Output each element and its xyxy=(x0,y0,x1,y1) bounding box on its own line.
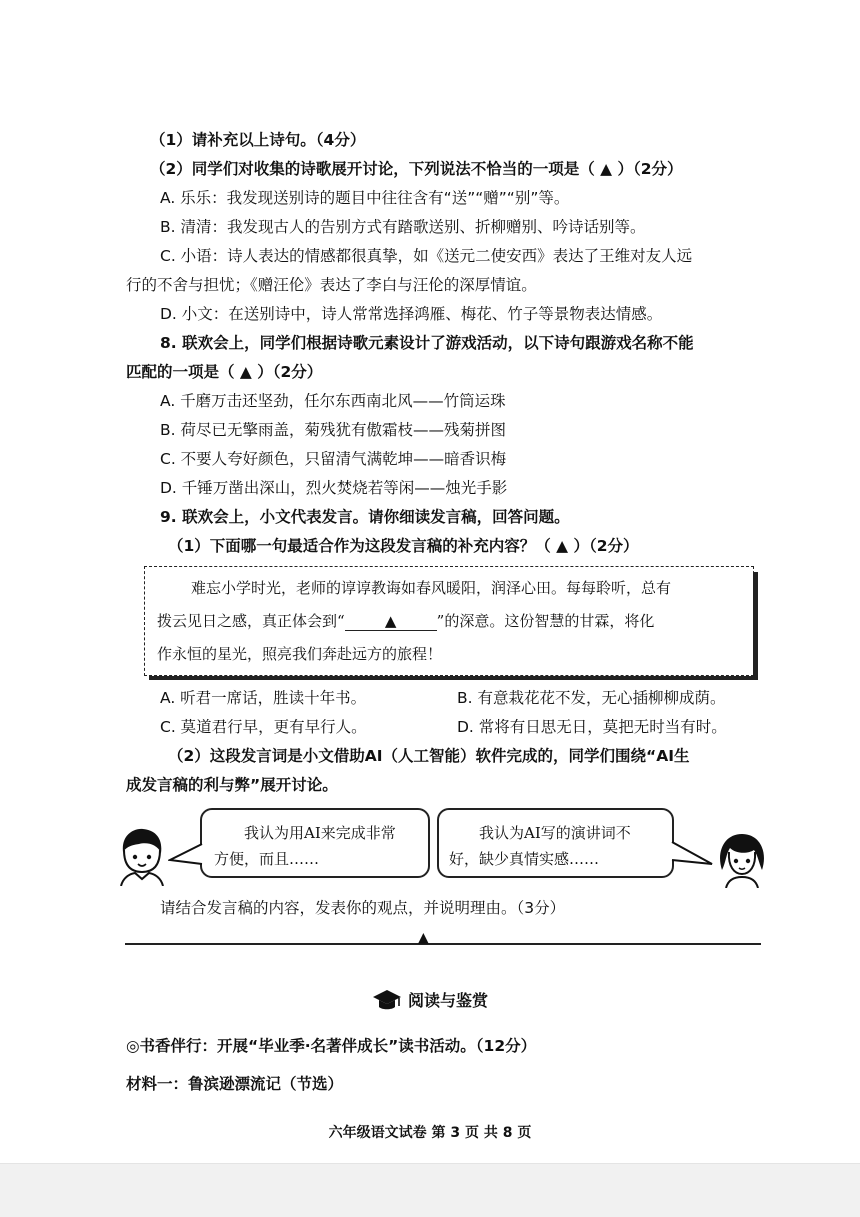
girl-avatar-icon xyxy=(714,830,770,888)
section-title: 阅读与鉴赏 xyxy=(408,991,489,1010)
q8-stem-line2: 匹配的一项是（ ▲ ）（2分） xyxy=(126,363,323,381)
speech-line2-start: 拨云见日之感，真正体会到“ xyxy=(157,612,345,630)
reading-intro: ◎书香伴行：开展“毕业季·名著伴成长”读书活动。（12分） xyxy=(126,1037,537,1055)
speech-line2 xyxy=(157,610,654,631)
speech-line1: 难忘小学时光，老师的谆谆教诲如春风暖阳，润泽心田。每每聆听，总有 xyxy=(191,579,672,597)
bubble-right-line1: 我认为AI写的演讲词不 xyxy=(479,824,631,842)
bubble-left-line1: 我认为用AI来完成非常 xyxy=(244,824,396,842)
material-one-title: 材料一：鲁滨逊漂流记（节选） xyxy=(126,1075,344,1093)
bubble-right-tail xyxy=(670,836,714,870)
q8-option-b: B. 荷尽已无擎雨盖，菊残犹有傲霜枝——残菊拼图 xyxy=(160,421,506,439)
q7-sub2: （2）同学们对收集的诗歌展开讨论，下列说法不恰当的一项是（ ▲ ）（2分） xyxy=(150,160,683,178)
graduation-cap-icon xyxy=(372,988,402,1012)
q7-option-c-line1: C. 小语：诗人表达的情感都很真挚，如《送元二使安西》表达了王维对友人远 xyxy=(160,247,693,265)
speech-line2-end: ”的深意。这份智慧的甘霖，将化 xyxy=(436,612,655,630)
bubble-left-line2: 方便，而且…… xyxy=(214,850,320,868)
answer-marker: ▲ xyxy=(418,930,429,946)
q9-stem: 9. 联欢会上，小文代表发言。请你细读发言稿，回答问题。 xyxy=(160,508,570,526)
viewer-bottom-band xyxy=(0,1163,860,1217)
speech-bubble-right xyxy=(437,808,674,878)
q8-option-c: C. 不要人夸好颜色，只留清气满乾坤——暗香识梅 xyxy=(160,450,507,468)
q7-option-d: D. 小文：在送别诗中，诗人常常选择鸿雁、梅花、竹子等景物表达情感。 xyxy=(160,305,663,323)
bubble-left-tail xyxy=(168,840,204,870)
q8-stem-line1: 8. 联欢会上，同学们根据诗歌元素设计了游戏活动，以下诗句跟游戏名称不能 xyxy=(160,334,694,352)
q9-option-a: A. 听君一席话，胜读十年书。 xyxy=(160,689,367,707)
speech-bubble-left xyxy=(200,808,430,878)
q8-option-d: D. 千锤万凿出深山，烈火焚烧若等闲——烛光手影 xyxy=(160,479,508,497)
q9-option-b: B. 有意栽花花不发，无心插柳柳成荫。 xyxy=(457,689,726,707)
q7-option-c-line2: 行的不舍与担忧；《赠汪伦》表达了李白与汪伦的深厚情谊。 xyxy=(126,276,537,294)
q7-sub1: （1）请补充以上诗句。（4分） xyxy=(150,131,366,149)
speech-line3: 作永恒的星光，照亮我们奔赴远方的旅程！ xyxy=(157,645,443,663)
speech-draft-box xyxy=(144,566,754,676)
fill-blank[interactable] xyxy=(345,612,437,631)
page-footer: 六年级语文试卷 第 3 页 共 8 页 xyxy=(328,1125,532,1141)
q7-option-b: B. 清清：我发现古人的告别方式有踏歌送别、折柳赠别、吟诗话别等。 xyxy=(160,218,646,236)
q8-option-a: A. 千磨万击还坚劲，任尔东西南北风——竹筒运珠 xyxy=(160,392,506,410)
q9-option-c: C. 莫道君行早，更有早行人。 xyxy=(160,718,367,736)
bubble-right-line2: 好，缺少真情实感…… xyxy=(449,850,600,868)
q9-prompt: 请结合发言稿的内容，发表你的观点，并说明理由。（3分） xyxy=(160,899,566,917)
q9-sub1: （1）下面哪一句最适合作为这段发言稿的补充内容？（ ▲ ）（2分） xyxy=(168,537,639,555)
q9-sub2-line1: （2）这段发言词是小文借助AI（人工智能）软件完成的，同学们围绕“AI生 xyxy=(168,747,690,765)
answer-line[interactable] xyxy=(125,943,761,945)
q9-option-d: D. 常将有日思无日，莫把无时当有时。 xyxy=(457,718,727,736)
q7-option-a: A. 乐乐：我发现送别诗的题目中往往含有“送”“赠”“别”等。 xyxy=(160,189,570,207)
blank-marker: ▲ xyxy=(384,612,397,630)
q9-sub2-line2: 成发言稿的利与弊”展开讨论。 xyxy=(126,776,338,794)
boy-avatar-icon xyxy=(117,826,167,886)
